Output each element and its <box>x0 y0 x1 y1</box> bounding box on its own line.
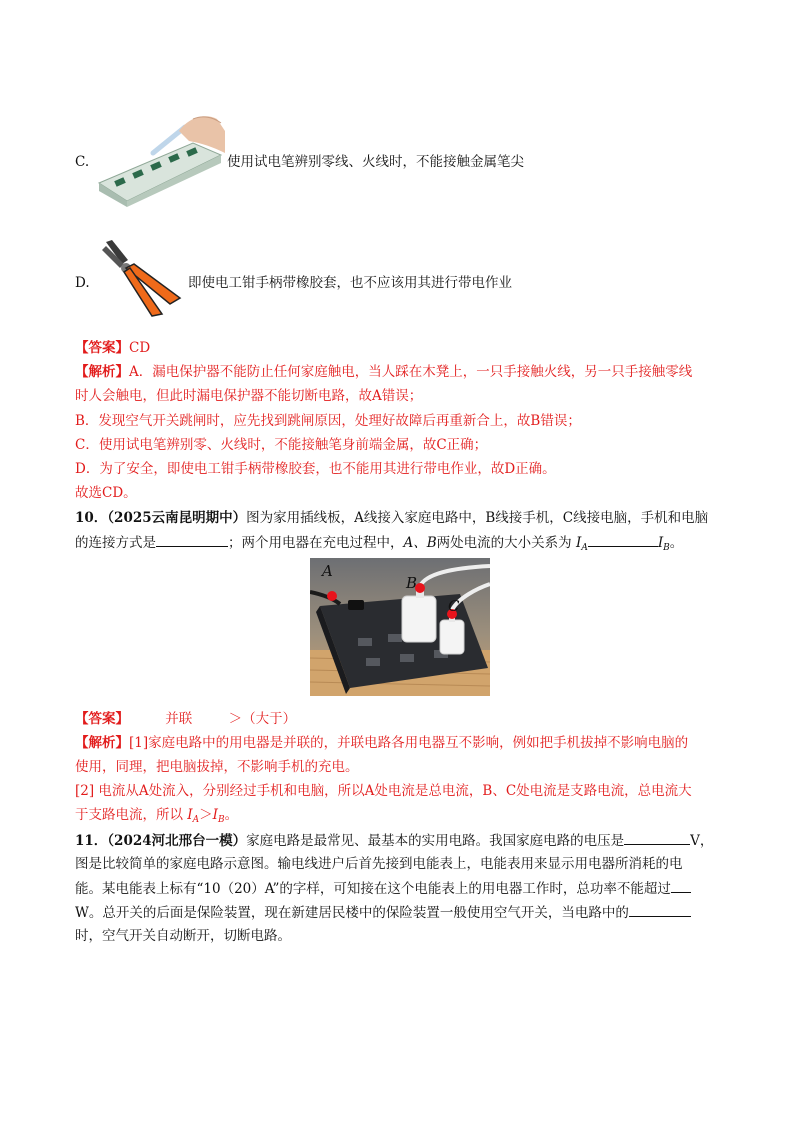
q10-blank-2[interactable] <box>588 532 658 547</box>
q10-line-2: 的连接方式是 ；两个用电器在充电过程中，A、B两处电流的大小关系为 $I_A$ $I_B$。 <box>75 532 683 558</box>
q10-analysis-line-3: [2] 电流从A处流入，分别经过手机和电脑，所以A处电流是总电流，B、C处电流是支路电流，总电流大 <box>75 783 692 799</box>
q11-line-3: 能。某电能表上标有“10（20）A”的字样，可知接在这个电能表上的用电器工作时，总功率不能超过 <box>75 878 691 899</box>
q10-analysis-line-2: 使用，同理，把电脑拔掉，不影响手机的充电。 <box>75 759 359 775</box>
q10-analysis-line-1: 【解析】[1]家庭电路中的用电器是并联的，并联电路各用电器互不影响，例如把手机拔掉不影响电脑的 <box>75 735 689 751</box>
option-c-text: 使用试电笔辨别零线、火线时，不能接触金属笔尖 <box>227 154 524 170</box>
option-c-letter: C. <box>75 154 90 170</box>
q9-analysis-line-3: B．发现空气开关跳闸时，应先找到跳闸原因，处理好故障后再重新合上，故B错误； <box>75 413 581 429</box>
q9-analysis-line-6: 故选CD。 <box>75 485 137 501</box>
option-d <box>75 273 90 293</box>
option-d-text: 即使电工钳手柄带橡胶套，也不应该用其进行带电作业 <box>188 275 512 291</box>
power-strip-photo <box>310 558 490 696</box>
q9-analysis-line-1: 【解析】A．漏电保护器不能防止任何家庭触电，当人踩在木凳上，一只手接触火线，另一只手接触零线 <box>75 364 693 380</box>
option-c <box>75 152 89 172</box>
q11-line-1: 11．（2024河北邢台一模）家庭电路是最常见、最基本的实用电路。我国家庭电路的电压是 V， <box>75 830 713 851</box>
q10-line-1: 10．（2025云南昆明期中）图为家用插线板，A线接入家庭电路中，B线接手机，C线接电脑，手机和电脑 <box>75 510 709 526</box>
q11-line-2: 图是比较简单的家庭电路示意图。输电线进户后首先接到电能表上，电能表用来显示用电器所消耗的电 <box>75 856 683 872</box>
q10-analysis-line-4: 于支路电流，所以 $I_A>I_B$。 <box>75 807 239 825</box>
q9-analysis-line-5: D．为了安全，即使电工钳手柄带橡胶套，也不能用其进行带电作业，故D正确。 <box>75 461 556 477</box>
q9-analysis-line-4: C．使用试电笔辨别零、火线时，不能接触笔身前端金属，故C正确； <box>75 437 488 453</box>
photo-label-b: B <box>406 574 418 592</box>
q9-answer-label: 【答案】 <box>75 340 129 356</box>
q10-blank-1[interactable] <box>156 532 228 547</box>
q10-source: （2025云南昆明期中） <box>107 510 247 526</box>
q10-answer-1: 并联 <box>165 711 193 727</box>
q11-line-5: 时，空气开关自动断开，切断电路。 <box>75 928 291 944</box>
q10-answer <box>75 709 296 729</box>
q11-source: （2024河北邢台一模） <box>107 833 247 849</box>
q9-analysis-label: 【解析】 <box>75 364 129 380</box>
photo-label-a: A <box>322 562 333 580</box>
pliers-image <box>100 238 184 320</box>
q11-blank-1[interactable] <box>624 830 690 845</box>
photo-label-c: C <box>448 597 460 615</box>
q9-answer-value: CD <box>129 340 151 356</box>
q11-blank-3[interactable] <box>629 902 691 917</box>
q10-answer-2: ＞（大于） <box>228 711 297 727</box>
q11-blank-2[interactable] <box>671 878 691 893</box>
q9-answer <box>75 338 150 358</box>
q10-analysis-label: 【解析】 <box>75 735 129 751</box>
q11-number: 11． <box>75 833 108 849</box>
q10-number: 10． <box>75 510 108 526</box>
q10-answer-label: 【答案】 <box>75 711 129 727</box>
power-strip-tester-image <box>93 113 225 209</box>
q9-analysis-line-2: 时人会触电，但此时漏电保护器不能切断电路，故A错误； <box>75 388 423 404</box>
option-d-letter: D. <box>75 275 90 291</box>
q11-line-4: W。总开关的后面是保险装置，现在新建居民楼中的保险装置一般使用空气开关，当电路中的 <box>75 902 691 923</box>
